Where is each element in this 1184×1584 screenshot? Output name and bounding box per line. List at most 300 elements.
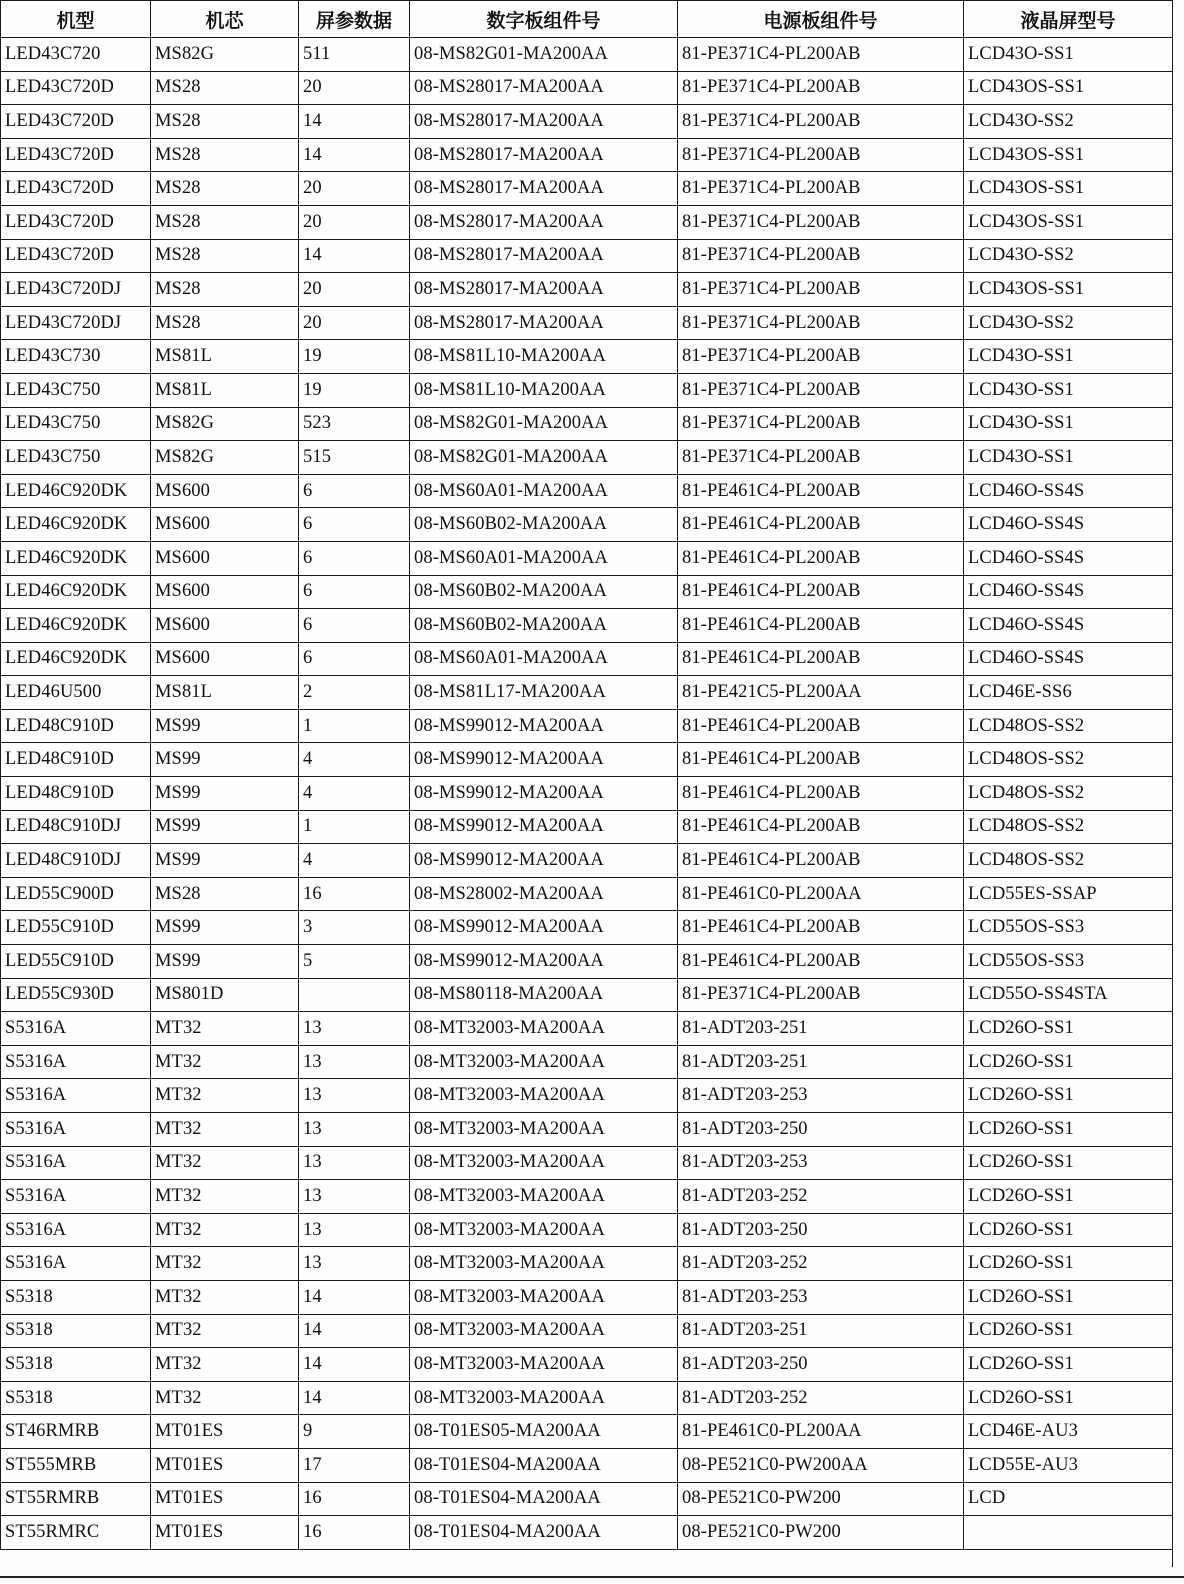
- cell-model: LED43C750: [1, 407, 151, 441]
- cell-panel-params: 20: [299, 71, 410, 105]
- cell-digital-board: 08-MS28017-MA200AA: [410, 138, 678, 172]
- cell-digital-board: 08-T01ES04-MA200AA: [410, 1448, 678, 1482]
- cell-panel-params: 13: [299, 1213, 410, 1247]
- cell-model: S5318: [1, 1381, 151, 1415]
- cell-digital-board: 08-MS28017-MA200AA: [410, 172, 678, 206]
- cell-power-board: 81-ADT203-250: [678, 1348, 964, 1382]
- cell-lcd-panel: LCD26O-SS1: [964, 1348, 1173, 1382]
- cell-power-board: 81-ADT203-253: [678, 1079, 964, 1113]
- table-row: [1, 877, 1173, 911]
- table-row: [1, 844, 1173, 878]
- cell-lcd-panel: LCD43OS-SS1: [964, 172, 1173, 206]
- table-row: [1, 709, 1173, 743]
- cell-panel-params: 14: [299, 1314, 410, 1348]
- table-row: [1, 911, 1173, 945]
- cell-model: ST555MRB: [1, 1448, 151, 1482]
- table-row: [1, 1482, 1173, 1516]
- cell-panel-params: 20: [299, 205, 410, 239]
- cell-panel-params: 16: [299, 1516, 410, 1550]
- cell-panel-params: 6: [299, 508, 410, 542]
- cell-panel-params: 511: [299, 38, 410, 72]
- cell-panel-params: 6: [299, 642, 410, 676]
- table-row: [1, 1381, 1173, 1415]
- cell-chassis: MS81L: [151, 676, 299, 710]
- cell-power-board: 08-PE521C0-PW200: [678, 1516, 964, 1550]
- cell-lcd-panel: LCD48OS-SS2: [964, 844, 1173, 878]
- cell-digital-board: 08-MS99012-MA200AA: [410, 810, 678, 844]
- table-row: [1, 810, 1173, 844]
- cell-lcd-panel: LCD43O-SS1: [964, 441, 1173, 475]
- cell-chassis: MS801D: [151, 978, 299, 1012]
- cell-digital-board: 08-MS80118-MA200AA: [410, 978, 678, 1012]
- cell-lcd-panel: LCD46O-SS4S: [964, 508, 1173, 542]
- table-row: [1, 273, 1173, 307]
- cell-lcd-panel: LCD46O-SS4S: [964, 609, 1173, 643]
- table-row: [1, 1146, 1173, 1180]
- cell-model: LED43C720D: [1, 172, 151, 206]
- table-row: [1, 373, 1173, 407]
- cell-model: LED46C920DK: [1, 609, 151, 643]
- cell-chassis: MT32: [151, 1280, 299, 1314]
- cell-chassis: MT32: [151, 1113, 299, 1147]
- cell-lcd-panel: LCD43O-SS1: [964, 373, 1173, 407]
- cell-lcd-panel: LCD26O-SS1: [964, 1213, 1173, 1247]
- cell-digital-board: 08-MS60A01-MA200AA: [410, 541, 678, 575]
- cell-digital-board: 08-MT32003-MA200AA: [410, 1213, 678, 1247]
- cell-power-board: 81-ADT203-251: [678, 1045, 964, 1079]
- header-power-board: 电源板组件号: [678, 1, 964, 38]
- cell-model: LED43C750: [1, 441, 151, 475]
- cell-lcd-panel: LCD43O-SS2: [964, 105, 1173, 139]
- cell-model: LED46C920DK: [1, 541, 151, 575]
- cell-digital-board: 08-MT32003-MA200AA: [410, 1079, 678, 1113]
- cell-chassis: MT32: [151, 1012, 299, 1046]
- table-row: [1, 676, 1173, 710]
- cell-digital-board: 08-MS60B02-MA200AA: [410, 575, 678, 609]
- cell-model: S5316A: [1, 1247, 151, 1281]
- cell-power-board: 81-PE371C4-PL200AB: [678, 239, 964, 273]
- cell-panel-params: 13: [299, 1079, 410, 1113]
- header-row: [1, 1, 1173, 38]
- cell-power-board: 81-PE371C4-PL200AB: [678, 340, 964, 374]
- cell-panel-params: 14: [299, 1280, 410, 1314]
- cell-panel-params: 5: [299, 945, 410, 979]
- cell-chassis: MT32: [151, 1381, 299, 1415]
- cell-power-board: 81-PE461C4-PL200AB: [678, 911, 964, 945]
- cell-lcd-panel: LCD48OS-SS2: [964, 777, 1173, 811]
- cell-model: LED43C720D: [1, 71, 151, 105]
- table-row: [1, 1079, 1173, 1113]
- cell-digital-board: 08-MS28017-MA200AA: [410, 239, 678, 273]
- cell-chassis: MT32: [151, 1348, 299, 1382]
- table-row: [1, 1448, 1173, 1482]
- cell-power-board: 81-PE461C0-PL200AA: [678, 877, 964, 911]
- cell-power-board: 81-PE461C4-PL200AB: [678, 474, 964, 508]
- table-row: [1, 642, 1173, 676]
- cell-power-board: 81-PE371C4-PL200AB: [678, 205, 964, 239]
- table-row: [1, 239, 1173, 273]
- cell-lcd-panel: LCD55ES-SSAP: [964, 877, 1173, 911]
- cell-panel-params: 13: [299, 1012, 410, 1046]
- cell-panel-params: 515: [299, 441, 410, 475]
- cell-panel-params: 17: [299, 1448, 410, 1482]
- cell-power-board: 81-PE421C5-PL200AA: [678, 676, 964, 710]
- table-row: [1, 1180, 1173, 1214]
- cell-power-board: 81-PE371C4-PL200AB: [678, 306, 964, 340]
- table-header: [1, 1, 1173, 38]
- table-row: [1, 508, 1173, 542]
- cell-digital-board: 08-MS28017-MA200AA: [410, 273, 678, 307]
- cell-digital-board: 08-MS82G01-MA200AA: [410, 38, 678, 72]
- cell-power-board: 81-PE371C4-PL200AB: [678, 38, 964, 72]
- cell-power-board: 81-PE461C4-PL200AB: [678, 642, 964, 676]
- cell-power-board: 81-PE461C4-PL200AB: [678, 541, 964, 575]
- table-row: [1, 340, 1173, 374]
- table-row: [1, 541, 1173, 575]
- cell-model: S5318: [1, 1280, 151, 1314]
- table-row: [1, 205, 1173, 239]
- cell-lcd-panel: LCD43O-SS1: [964, 38, 1173, 72]
- table-row: [1, 105, 1173, 139]
- cell-lcd-panel: LCD43OS-SS1: [964, 138, 1173, 172]
- cell-model: LED43C720D: [1, 205, 151, 239]
- cell-chassis: MS99: [151, 709, 299, 743]
- cell-digital-board: 08-MT32003-MA200AA: [410, 1180, 678, 1214]
- cell-model: LED46C920DK: [1, 642, 151, 676]
- header-digital-board: 数字板组件号: [410, 1, 678, 38]
- cell-model: LED55C910D: [1, 911, 151, 945]
- cell-chassis: MS28: [151, 877, 299, 911]
- cell-panel-params: 4: [299, 743, 410, 777]
- cell-chassis: MS82G: [151, 407, 299, 441]
- cell-lcd-panel: LCD26O-SS1: [964, 1045, 1173, 1079]
- cell-digital-board: 08-T01ES05-MA200AA: [410, 1415, 678, 1449]
- cell-lcd-panel: LCD55O-SS4STA: [964, 978, 1173, 1012]
- cell-lcd-panel: LCD48OS-SS2: [964, 810, 1173, 844]
- cell-chassis: MS82G: [151, 38, 299, 72]
- cell-panel-params: 13: [299, 1180, 410, 1214]
- cell-lcd-panel: LCD48OS-SS2: [964, 743, 1173, 777]
- cell-chassis: MT01ES: [151, 1482, 299, 1516]
- cell-lcd-panel: LCD46O-SS4S: [964, 642, 1173, 676]
- cell-panel-params: 1: [299, 709, 410, 743]
- cell-panel-params: 6: [299, 609, 410, 643]
- table-row: [1, 978, 1173, 1012]
- cell-chassis: MS28: [151, 138, 299, 172]
- table-row: [1, 306, 1173, 340]
- cell-power-board: 81-PE461C4-PL200AB: [678, 609, 964, 643]
- cell-panel-params: [299, 978, 410, 1012]
- cell-digital-board: 08-MS60B02-MA200AA: [410, 508, 678, 542]
- cell-power-board: 81-PE371C4-PL200AB: [678, 441, 964, 475]
- cell-panel-params: 13: [299, 1247, 410, 1281]
- cell-model: LED55C910D: [1, 945, 151, 979]
- table-row: [1, 1213, 1173, 1247]
- table-row: [1, 777, 1173, 811]
- cell-panel-params: 20: [299, 306, 410, 340]
- cell-digital-board: 08-MT32003-MA200AA: [410, 1314, 678, 1348]
- header-panel-params: 屏参数据: [299, 1, 410, 38]
- cell-model: LED43C720: [1, 38, 151, 72]
- cell-digital-board: 08-MS99012-MA200AA: [410, 709, 678, 743]
- cell-chassis: MT32: [151, 1146, 299, 1180]
- cell-power-board: 81-ADT203-250: [678, 1213, 964, 1247]
- cell-panel-params: 1: [299, 810, 410, 844]
- cell-model: LED43C720DJ: [1, 306, 151, 340]
- cell-power-board: 81-PE371C4-PL200AB: [678, 138, 964, 172]
- cell-lcd-panel: LCD43OS-SS1: [964, 205, 1173, 239]
- table-row: [1, 441, 1173, 475]
- cell-digital-board: 08-MS99012-MA200AA: [410, 945, 678, 979]
- table-row: [1, 1415, 1173, 1449]
- table-row: [1, 1113, 1173, 1147]
- cell-panel-params: 523: [299, 407, 410, 441]
- cell-model: S5318: [1, 1348, 151, 1382]
- cell-panel-params: 3: [299, 911, 410, 945]
- cell-chassis: MS99: [151, 810, 299, 844]
- cell-chassis: MS600: [151, 642, 299, 676]
- cell-panel-params: 13: [299, 1045, 410, 1079]
- cell-panel-params: 2: [299, 676, 410, 710]
- table-row: [1, 172, 1173, 206]
- table-row: [1, 609, 1173, 643]
- cell-power-board: 81-ADT203-250: [678, 1113, 964, 1147]
- cell-chassis: MS82G: [151, 441, 299, 475]
- cell-model: S5316A: [1, 1079, 151, 1113]
- cell-power-board: 81-PE461C4-PL200AB: [678, 945, 964, 979]
- cell-digital-board: 08-MS60A01-MA200AA: [410, 474, 678, 508]
- cell-digital-board: 08-MS28017-MA200AA: [410, 205, 678, 239]
- cell-lcd-panel: [964, 1516, 1173, 1550]
- cell-chassis: MT32: [151, 1314, 299, 1348]
- table-row: [1, 1516, 1173, 1550]
- cell-power-board: 81-ADT203-251: [678, 1012, 964, 1046]
- cell-model: LED43C730: [1, 340, 151, 374]
- cell-digital-board: 08-MS99012-MA200AA: [410, 844, 678, 878]
- cell-chassis: MS28: [151, 71, 299, 105]
- cell-digital-board: 08-MS28017-MA200AA: [410, 71, 678, 105]
- table-row: [1, 743, 1173, 777]
- cell-lcd-panel: LCD55OS-SS3: [964, 945, 1173, 979]
- cell-model: LED43C720DJ: [1, 273, 151, 307]
- cell-model: LED43C720D: [1, 138, 151, 172]
- cell-lcd-panel: LCD46O-SS4S: [964, 541, 1173, 575]
- cell-digital-board: 08-MT32003-MA200AA: [410, 1113, 678, 1147]
- cell-lcd-panel: LCD46E-AU3: [964, 1415, 1173, 1449]
- table-row: [1, 1348, 1173, 1382]
- cell-power-board: 81-PE371C4-PL200AB: [678, 978, 964, 1012]
- cell-chassis: MS28: [151, 306, 299, 340]
- cell-panel-params: 16: [299, 877, 410, 911]
- cell-panel-params: 9: [299, 1415, 410, 1449]
- cell-lcd-panel: LCD55OS-SS3: [964, 911, 1173, 945]
- cell-chassis: MS81L: [151, 340, 299, 374]
- cell-digital-board: 08-MT32003-MA200AA: [410, 1045, 678, 1079]
- cell-digital-board: 08-MS81L17-MA200AA: [410, 676, 678, 710]
- cell-lcd-panel: LCD43O-SS2: [964, 239, 1173, 273]
- cell-chassis: MS600: [151, 541, 299, 575]
- cell-panel-params: 4: [299, 844, 410, 878]
- cell-chassis: MS81L: [151, 373, 299, 407]
- table-body: [1, 38, 1173, 1550]
- cell-panel-params: 6: [299, 575, 410, 609]
- cell-chassis: MS99: [151, 844, 299, 878]
- table-row: [1, 575, 1173, 609]
- cell-digital-board: 08-MT32003-MA200AA: [410, 1348, 678, 1382]
- cell-digital-board: 08-T01ES04-MA200AA: [410, 1516, 678, 1550]
- cell-power-board: 81-ADT203-252: [678, 1247, 964, 1281]
- cell-digital-board: 08-MS28017-MA200AA: [410, 306, 678, 340]
- cell-model: LED46C920DK: [1, 508, 151, 542]
- cell-model: S5316A: [1, 1012, 151, 1046]
- cell-lcd-panel: LCD26O-SS1: [964, 1180, 1173, 1214]
- cell-power-board: 81-PE461C4-PL200AB: [678, 777, 964, 811]
- cell-chassis: MS600: [151, 508, 299, 542]
- cell-panel-params: 20: [299, 172, 410, 206]
- cell-power-board: 81-PE461C4-PL200AB: [678, 844, 964, 878]
- cell-power-board: 81-PE461C0-PL200AA: [678, 1415, 964, 1449]
- cell-digital-board: 08-MS99012-MA200AA: [410, 743, 678, 777]
- cell-panel-params: 16: [299, 1482, 410, 1516]
- table-row: [1, 407, 1173, 441]
- cell-power-board: 81-ADT203-253: [678, 1146, 964, 1180]
- cell-chassis: MT32: [151, 1045, 299, 1079]
- cell-panel-params: 14: [299, 105, 410, 139]
- cell-chassis: MS99: [151, 945, 299, 979]
- cell-panel-params: 6: [299, 541, 410, 575]
- cell-chassis: MS28: [151, 273, 299, 307]
- cell-digital-board: 08-MS60B02-MA200AA: [410, 609, 678, 643]
- cell-lcd-panel: LCD46O-SS4S: [964, 575, 1173, 609]
- cell-panel-params: 19: [299, 373, 410, 407]
- cell-chassis: MS99: [151, 743, 299, 777]
- cell-model: S5316A: [1, 1180, 151, 1214]
- cell-model: LED55C900D: [1, 877, 151, 911]
- cell-lcd-panel: LCD26O-SS1: [964, 1146, 1173, 1180]
- cell-digital-board: 08-MS81L10-MA200AA: [410, 373, 678, 407]
- header-lcd-panel: 液晶屏型号: [964, 1, 1173, 38]
- cell-lcd-panel: LCD26O-SS1: [964, 1113, 1173, 1147]
- cell-power-board: 81-PE371C4-PL200AB: [678, 373, 964, 407]
- cell-digital-board: 08-MS81L10-MA200AA: [410, 340, 678, 374]
- table-row: [1, 1045, 1173, 1079]
- cell-model: LED43C750: [1, 373, 151, 407]
- cell-model: S5316A: [1, 1045, 151, 1079]
- cell-power-board: 81-PE461C4-PL200AB: [678, 575, 964, 609]
- cell-digital-board: 08-MT32003-MA200AA: [410, 1012, 678, 1046]
- cell-power-board: 81-PE461C4-PL200AB: [678, 743, 964, 777]
- cell-panel-params: 13: [299, 1113, 410, 1147]
- cell-power-board: 81-PE461C4-PL200AB: [678, 810, 964, 844]
- cell-digital-board: 08-MS99012-MA200AA: [410, 911, 678, 945]
- cell-digital-board: 08-MS82G01-MA200AA: [410, 407, 678, 441]
- cell-digital-board: 08-MT32003-MA200AA: [410, 1280, 678, 1314]
- cell-model: LED48C910D: [1, 777, 151, 811]
- cell-model: LED48C910DJ: [1, 810, 151, 844]
- cell-lcd-panel: LCD55E-AU3: [964, 1448, 1173, 1482]
- cell-digital-board: 08-T01ES04-MA200AA: [410, 1482, 678, 1516]
- cell-chassis: MT01ES: [151, 1415, 299, 1449]
- cell-chassis: MT32: [151, 1180, 299, 1214]
- bottom-rule: [0, 1576, 1184, 1578]
- cell-chassis: MS28: [151, 239, 299, 273]
- table-row: [1, 945, 1173, 979]
- cell-chassis: MT32: [151, 1079, 299, 1113]
- cell-lcd-panel: LCD26O-SS1: [964, 1079, 1173, 1113]
- cell-panel-params: 6: [299, 474, 410, 508]
- cell-power-board: 81-ADT203-252: [678, 1180, 964, 1214]
- cell-digital-board: 08-MT32003-MA200AA: [410, 1247, 678, 1281]
- page-edge-line: [1172, 37, 1184, 1567]
- cell-digital-board: 08-MS60A01-MA200AA: [410, 642, 678, 676]
- cell-chassis: MS28: [151, 105, 299, 139]
- cell-power-board: 81-PE371C4-PL200AB: [678, 172, 964, 206]
- cell-panel-params: 4: [299, 777, 410, 811]
- cell-digital-board: 08-MS28002-MA200AA: [410, 877, 678, 911]
- cell-lcd-panel: LCD26O-SS1: [964, 1381, 1173, 1415]
- cell-model: LED43C720D: [1, 105, 151, 139]
- table-row: [1, 1280, 1173, 1314]
- cell-model: ST46RMRB: [1, 1415, 151, 1449]
- cell-power-board: 08-PE521C0-PW200: [678, 1482, 964, 1516]
- cell-power-board: 81-PE371C4-PL200AB: [678, 407, 964, 441]
- cell-model: LED48C910D: [1, 743, 151, 777]
- cell-lcd-panel: LCD: [964, 1482, 1173, 1516]
- cell-model: LED46C920DK: [1, 474, 151, 508]
- cell-chassis: MS28: [151, 205, 299, 239]
- cell-lcd-panel: LCD43O-SS1: [964, 407, 1173, 441]
- cell-power-board: 81-PE371C4-PL200AB: [678, 71, 964, 105]
- table-row: [1, 474, 1173, 508]
- cell-power-board: 81-PE371C4-PL200AB: [678, 105, 964, 139]
- cell-chassis: MS600: [151, 575, 299, 609]
- cell-digital-board: 08-MS28017-MA200AA: [410, 105, 678, 139]
- cell-lcd-panel: LCD43O-SS2: [964, 306, 1173, 340]
- cell-chassis: MT01ES: [151, 1516, 299, 1550]
- cell-digital-board: 08-MS82G01-MA200AA: [410, 441, 678, 475]
- cell-chassis: MT32: [151, 1247, 299, 1281]
- cell-model: S5318: [1, 1314, 151, 1348]
- cell-chassis: MS99: [151, 911, 299, 945]
- cell-lcd-panel: LCD46O-SS4S: [964, 474, 1173, 508]
- cell-panel-params: 19: [299, 340, 410, 374]
- cell-power-board: 81-PE371C4-PL200AB: [678, 273, 964, 307]
- header-model: 机型: [1, 1, 151, 38]
- cell-model: S5316A: [1, 1113, 151, 1147]
- cell-model: S5316A: [1, 1146, 151, 1180]
- cell-lcd-panel: LCD26O-SS1: [964, 1280, 1173, 1314]
- cell-chassis: MT32: [151, 1213, 299, 1247]
- cell-lcd-panel: LCD48OS-SS2: [964, 709, 1173, 743]
- cell-digital-board: 08-MT32003-MA200AA: [410, 1146, 678, 1180]
- cell-lcd-panel: LCD43OS-SS1: [964, 273, 1173, 307]
- cell-model: LED48C910D: [1, 709, 151, 743]
- cell-chassis: MS600: [151, 609, 299, 643]
- cell-lcd-panel: LCD26O-SS1: [964, 1247, 1173, 1281]
- cell-panel-params: 14: [299, 1381, 410, 1415]
- cell-digital-board: 08-MT32003-MA200AA: [410, 1381, 678, 1415]
- table-row: [1, 138, 1173, 172]
- cell-power-board: 81-ADT203-253: [678, 1280, 964, 1314]
- table-row: [1, 1314, 1173, 1348]
- table-row: [1, 38, 1173, 72]
- cell-power-board: 08-PE521C0-PW200AA: [678, 1448, 964, 1482]
- cell-chassis: MS28: [151, 172, 299, 206]
- cell-lcd-panel: LCD46E-SS6: [964, 676, 1173, 710]
- cell-power-board: 81-PE461C4-PL200AB: [678, 508, 964, 542]
- table-row: [1, 1012, 1173, 1046]
- header-chassis: 机芯: [151, 1, 299, 38]
